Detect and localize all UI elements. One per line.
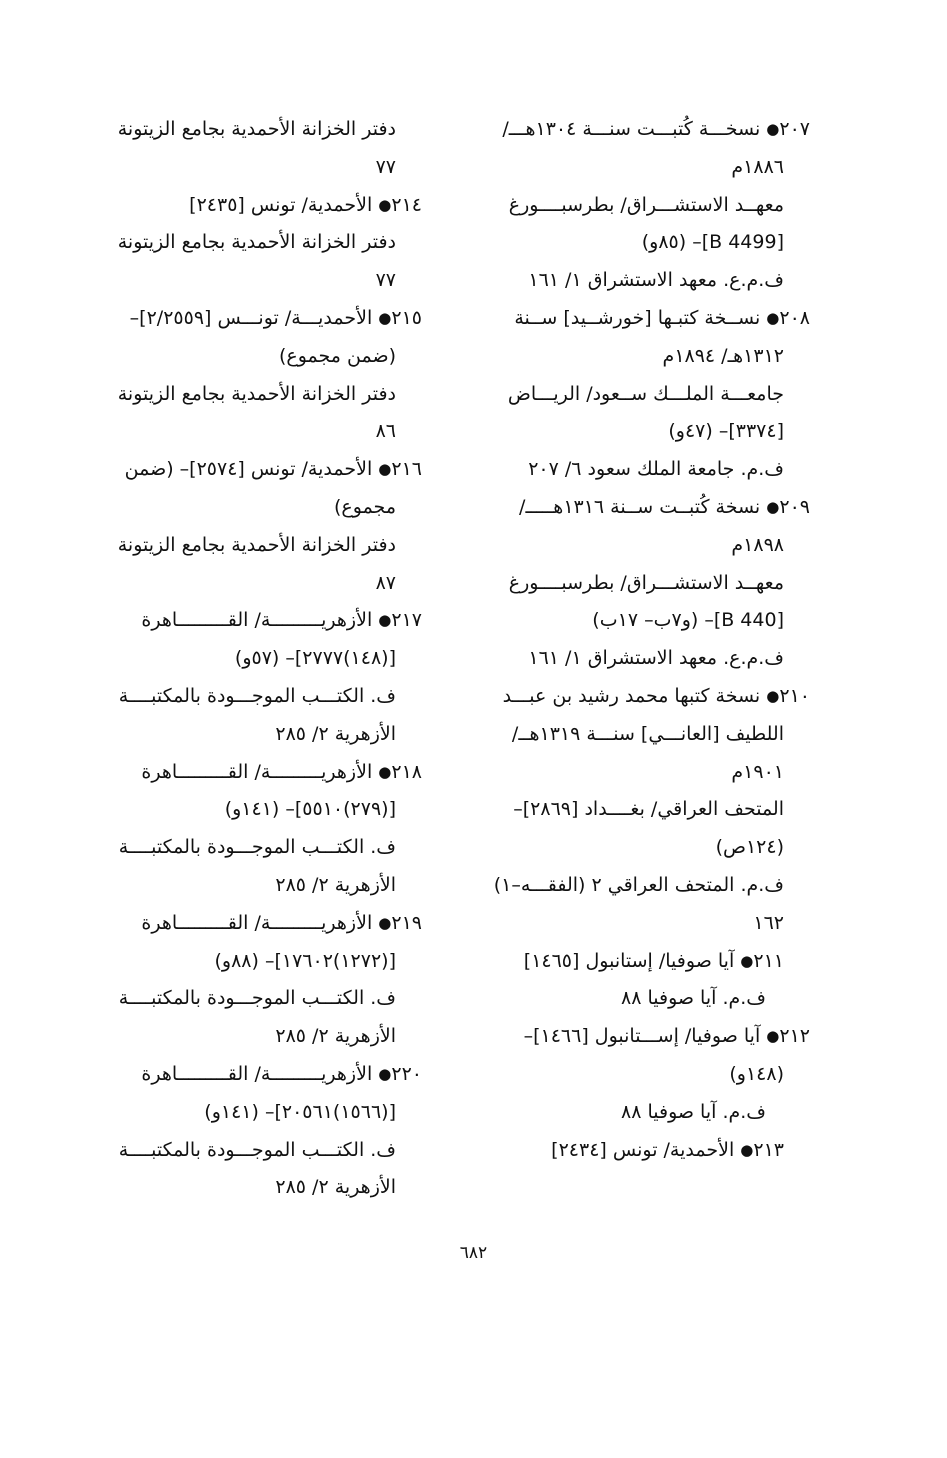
entry-number: ٢١٦	[391, 458, 422, 481]
bullet-icon: ●	[740, 1140, 754, 1159]
entry-line: دفتر الخزانة الأحمدية بجامع الزيتونة	[117, 118, 396, 140]
left-column	[87, 111, 422, 1207]
entry-line: جامعـــة الملـــك ســعود/ الريـــاض	[507, 382, 784, 405]
entry-line: (١٢٤ص)	[715, 836, 784, 859]
entry-line: ف.م. آيا صوفيا ٨٨	[621, 1100, 766, 1123]
bullet-icon: ●	[378, 195, 392, 214]
entry-line: [(١٥٦٦)٢٠٥٦١]– (١٤١و)	[204, 1100, 396, 1123]
entry-line: اللطيف [العانـــي] سنـــة ١٣١٩هــ/	[511, 722, 784, 745]
entry-line: ف. الكتـــب الموجـــودة بالمكتبــــة	[118, 1138, 396, 1161]
entry-number: ٢٢٠	[391, 1062, 422, 1085]
entry-line: المتحف العراقي/ بغــــداد [٢٨٦٩]–	[513, 798, 784, 821]
entry-214	[87, 187, 422, 300]
entry-first-line: ٢١٣● الأحمدية/ تونس [٢٤٣٤]	[551, 1138, 784, 1161]
bullet-icon: ●	[766, 497, 780, 516]
entry-first-line: ٢١٤● الأحمدية/ تونس [٢٤٣٥]	[189, 193, 422, 216]
entry-line: ف.م.ع. معهد الاستشراق ١/ ١٦١	[528, 269, 784, 292]
bullet-icon: ●	[766, 686, 780, 705]
bullet-icon: ●	[766, 1027, 780, 1046]
bullet-icon: ●	[378, 762, 392, 781]
entry-number: ٢٠٧	[779, 118, 810, 140]
entry-line: ف.م. جامعة الملك سعود ٦/ ٢٠٧	[528, 458, 784, 481]
entry-first-line: ٢١٩● الأزهريـــــــــة/ القـــــــــاهرة	[141, 911, 422, 934]
bullet-icon: ●	[766, 120, 780, 138]
bullet-icon: ●	[378, 913, 392, 932]
bullet-icon: ●	[378, 308, 392, 327]
entry-first-line: ٢١٥● الأحمديـــة/ تونـــس [٢/٢٥٥٩]–	[129, 306, 422, 329]
entry-216	[87, 451, 422, 602]
entry-line: [٣٣٧٤]– (٤٧و)	[668, 420, 784, 443]
entry-line: ٧٧	[375, 155, 396, 178]
entry-210	[470, 678, 810, 943]
entry-line: دفتر الخزانة الأحمدية بجامع الزيتونة	[117, 533, 396, 556]
entry-number: ٢١٨	[391, 760, 422, 783]
entry-number: ٢١٥	[391, 306, 422, 329]
entry-line: [(١٤٨)٢٧٧٧]– (٥٧و)	[234, 647, 396, 670]
entry-line: دفتر الخزانة الأحمدية بجامع الزيتونة	[117, 231, 396, 254]
entry-line: ٧٧	[375, 269, 396, 292]
bullet-icon: ●	[740, 951, 754, 970]
entry-first-line: ٢١٦● الأحمدية/ تونس [٢٥٧٤]– (ضمن	[124, 458, 422, 481]
entry-number: ٢١٩	[391, 911, 422, 934]
entry-first-line: ٢١١● آيا صوفيا/ إستانبول [١٤٦٥]	[523, 949, 784, 972]
entry-220	[87, 1056, 422, 1207]
entry-line: [(٢٧٩)٥٥١٠]– (١٤١و)	[224, 798, 396, 821]
entry-first-line: ٢٠٨● نســخة كتبـها [خورشــيد] ســنة	[514, 306, 810, 329]
entry-line: الأزهرية ٢/ ٢٨٥	[275, 1176, 396, 1199]
bullet-icon: ●	[378, 1064, 392, 1083]
entry-first-line: ٢٠٧● نسخـــة كُتبـــت سنـــة ١٣٠٤هـــ/	[502, 118, 810, 140]
entry-number: ٢٠٨	[779, 306, 810, 329]
entry-line: [(١٢٧٢)١٧٦٠٢]– (٨٨و)	[214, 949, 396, 972]
entry-217	[87, 602, 422, 753]
entry-line: معهــد الاستشـــراق/ بطرسبــــورغ	[508, 193, 784, 216]
entry-first-line: ٢١٨● الأزهريـــــــــة/ القـــــــــاهرة	[141, 760, 422, 783]
entry-first-line: ٢٢٠● الأزهريـــــــــة/ القـــــــــاهرة	[141, 1062, 422, 1085]
entry-line: الأزهرية ٢/ ٢٨٥	[275, 1025, 396, 1048]
entry-number: ٢١١	[753, 949, 784, 972]
entry-number: ٢١٤	[391, 193, 422, 216]
entry-line: ٨٦	[375, 420, 396, 443]
bullet-icon: ●	[378, 460, 392, 479]
entry-208	[470, 300, 810, 489]
entry-line: ١٣١٢هـ/ ١٨٩٤م	[662, 344, 784, 367]
entry-number: ٢١٢	[779, 1025, 810, 1048]
entry-first-line: ٢١٧● الأزهريـــــــــة/ القـــــــــاهرة	[141, 609, 422, 632]
entry-line: ف. الكتـــب الموجـــودة بالمكتبــــة	[118, 836, 396, 859]
entry-212	[470, 1018, 810, 1131]
entry-line: ١٩٠١م	[731, 760, 784, 783]
entry-line: دفتر الخزانة الأحمدية بجامع الزيتونة	[117, 382, 396, 405]
entry-first-line: ٢٠٩● نسخة كُتبــت ســنة ١٣١٦هـــــ/	[519, 495, 810, 518]
entry-number: ٢١٠	[779, 684, 810, 707]
entry-line: (ضمن مجموع)	[278, 344, 396, 367]
entry-207	[470, 111, 810, 300]
entry-line: الأزهرية ٢/ ٢٨٥	[275, 873, 396, 896]
entry-first-line: ٢١٠● نسخة كتبها محمد رشيد بن عبـــد	[502, 684, 810, 707]
entry-line: مجموع)	[334, 495, 396, 518]
entry-213-continued	[87, 111, 422, 187]
entry-line: [B 440]– (و٧ب– ١٧ب)	[592, 609, 784, 632]
entry-first-line: ٢١٢● آيا صوفيا/ إســـتانبول [١٤٦٦]–	[523, 1025, 810, 1048]
entry-line: ف.م. آيا صوفيا ٨٨	[621, 987, 766, 1010]
entry-line: ١٦٢	[753, 911, 784, 934]
entry-line: ف. الكتـــب الموجـــودة بالمكتبــــة	[118, 684, 396, 707]
entry-215	[87, 300, 422, 451]
page-number: ٦٨٢	[459, 1243, 488, 1263]
entry-number: ٢٠٩	[779, 495, 810, 518]
entry-line: ١٨٩٨م	[731, 533, 784, 556]
entry-211	[470, 943, 810, 1019]
entry-219	[87, 905, 422, 1056]
right-column	[470, 111, 810, 1169]
entry-line: [B 4499]– (٨٥و)	[641, 231, 784, 254]
entry-line: (١٤٨و)	[729, 1062, 784, 1085]
entry-line: ٨٧	[375, 571, 396, 594]
entry-213	[470, 1132, 810, 1170]
entry-line: الأزهرية ٢/ ٢٨٥	[275, 722, 396, 745]
entry-line: ف.م.ع. معهد الاستشراق ١/ ١٦١	[528, 647, 784, 670]
bullet-icon: ●	[766, 308, 780, 327]
entry-line: ١٨٨٦م	[731, 155, 784, 178]
bullet-icon: ●	[378, 611, 392, 630]
entry-209	[470, 489, 810, 678]
entry-line: ف. الكتـــب الموجـــودة بالمكتبــــة	[118, 987, 396, 1010]
entry-218	[87, 754, 422, 905]
entry-number: ٢١٣	[753, 1138, 784, 1161]
entry-line: معهــد الاستشـــراق/ بطرسبــــورغ	[508, 571, 784, 594]
entry-number: ٢١٧	[391, 609, 422, 632]
entry-line: ف.م. المتحف العراقي ٢ (الفقـــه–١)	[493, 873, 784, 896]
